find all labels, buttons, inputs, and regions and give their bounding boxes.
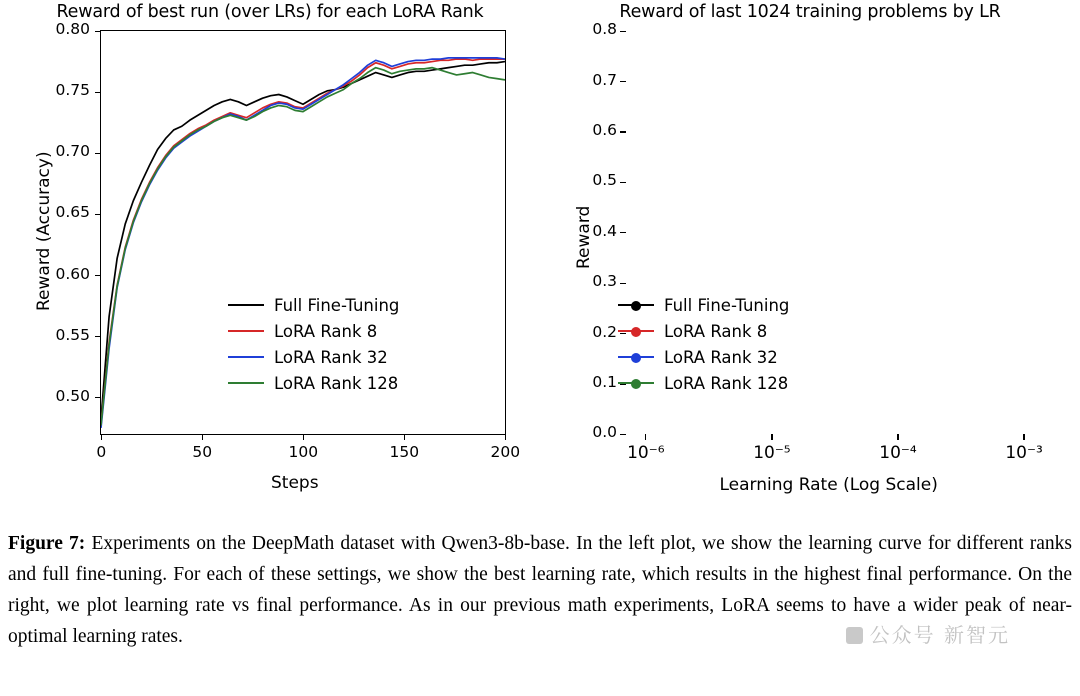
- legend-marker: [631, 327, 641, 337]
- y-tick-label: 0.60: [55, 264, 90, 283]
- left-chart-title: Reward of best run (over LRs) for each LoRA Rank: [56, 2, 484, 22]
- x-tick-mark: [303, 434, 304, 440]
- y-tick-label: 0.55: [55, 325, 90, 344]
- legend-label: LoRA Rank 32: [274, 347, 388, 367]
- right-xaxis-label: Learning Rate (Log Scale): [719, 475, 938, 495]
- right-yaxis-label: Reward: [574, 205, 594, 269]
- y-tick-label: 0.2: [592, 322, 617, 341]
- legend-line-swatch: [228, 304, 264, 306]
- legend-label: Full Fine-Tuning: [664, 295, 790, 315]
- legend-label: LoRA Rank 8: [274, 321, 378, 341]
- legend-label: LoRA Rank 8: [664, 321, 768, 341]
- y-tick-mark: [95, 275, 101, 276]
- legend-item-rank8: [228, 318, 399, 344]
- y-tick-label: 0.50: [55, 386, 90, 405]
- y-tick-label: 0.0: [592, 423, 617, 442]
- legend-item-rank32: [228, 344, 399, 370]
- left-yaxis-label: Reward (Accuracy): [34, 150, 54, 311]
- left-chart-panel: [0, 0, 540, 520]
- legend-label: LoRA Rank 32: [664, 347, 778, 367]
- y-tick-mark: [95, 336, 101, 337]
- figure-caption-text: Experiments on the DeepMath dataset with Qwen3-8b-base. In the left plot, we show the learning curve for different ranks and full fine-tuning. For each of these settings, we show the best learning rate, which results in the highest final performance. On the right, we plot learning rate vs final performance. As in our previous math experiments, LoRA seems to have a wider peak of near-optimal learning rates.: [8, 533, 1072, 647]
- legend-item-full-finetuning: [618, 292, 789, 318]
- right-legend: [618, 292, 789, 396]
- watermark-text: 公众号 新智元: [869, 623, 1010, 647]
- x-tick-mark: [101, 434, 102, 440]
- legend-line-swatch: [618, 356, 654, 358]
- x-tick-mark: [897, 434, 898, 440]
- y-tick-mark: [95, 92, 101, 93]
- legend-marker: [631, 353, 641, 363]
- y-tick-mark: [620, 131, 626, 132]
- y-tick-mark: [620, 434, 626, 435]
- legend-line-swatch: [618, 382, 654, 384]
- y-tick-label: 0.80: [55, 20, 90, 39]
- legend-item-full-finetuning: [228, 292, 399, 318]
- y-tick-label: 0.7: [592, 70, 617, 89]
- legend-item-rank128: [228, 370, 399, 396]
- y-tick-mark: [620, 232, 626, 233]
- x-tick-mark: [1023, 434, 1024, 440]
- y-tick-label: 0.75: [55, 81, 90, 100]
- y-tick-label: 0.1: [592, 372, 617, 391]
- y-tick-mark: [95, 31, 101, 32]
- x-tick-mark: [505, 434, 506, 440]
- y-tick-mark: [95, 153, 101, 154]
- y-tick-label: 0.3: [592, 272, 617, 291]
- legend-item-rank128: [618, 370, 789, 396]
- left-xaxis-label: Steps: [271, 473, 319, 493]
- legend-label: LoRA Rank 128: [664, 373, 789, 393]
- x-tick-label: 0: [96, 443, 107, 461]
- y-tick-mark: [620, 81, 626, 82]
- legend-label: Full Fine-Tuning: [274, 295, 400, 315]
- x-tick-label: 10⁻³: [1005, 443, 1043, 463]
- x-tick-label: 50: [192, 443, 213, 461]
- legend-item-rank8: [618, 318, 789, 344]
- x-tick-mark: [202, 434, 203, 440]
- x-tick-label: 10⁻⁴: [879, 443, 917, 463]
- y-tick-mark: [95, 214, 101, 215]
- legend-line-swatch: [228, 330, 264, 332]
- y-tick-label: 0.65: [55, 203, 90, 222]
- left-legend: [228, 292, 399, 396]
- x-tick-label: 150: [389, 443, 420, 461]
- y-tick-label: 0.5: [592, 171, 617, 190]
- x-tick-mark: [404, 434, 405, 440]
- x-tick-mark: [645, 434, 646, 440]
- y-tick-mark: [620, 31, 626, 32]
- y-tick-label: 0.4: [592, 221, 617, 240]
- x-tick-label: 100: [288, 443, 319, 461]
- y-tick-mark: [620, 182, 626, 183]
- legend-marker: [631, 379, 641, 389]
- legend-line-swatch: [228, 382, 264, 384]
- x-tick-label: 10⁻⁶: [627, 443, 665, 463]
- right-chart-title: Reward of last 1024 training problems by LR: [619, 2, 1001, 22]
- legend-line-swatch: [618, 304, 654, 306]
- y-tick-mark: [620, 283, 626, 284]
- right-chart-panel: [540, 0, 1080, 520]
- legend-line-swatch: [618, 330, 654, 332]
- legend-item-rank32: [618, 344, 789, 370]
- figure-caption: [8, 528, 1072, 652]
- y-tick-mark: [95, 397, 101, 398]
- x-tick-label: 200: [490, 443, 521, 461]
- legend-marker: [631, 301, 641, 311]
- y-tick-label: 0.6: [592, 121, 617, 140]
- legend-line-swatch: [228, 356, 264, 358]
- figure-caption-label: Figure 7:: [8, 533, 86, 554]
- y-tick-label: 0.8: [592, 20, 617, 39]
- y-tick-label: 0.70: [55, 142, 90, 161]
- legend-label: LoRA Rank 128: [274, 373, 399, 393]
- x-tick-label: 10⁻⁵: [753, 443, 791, 463]
- x-tick-mark: [771, 434, 772, 440]
